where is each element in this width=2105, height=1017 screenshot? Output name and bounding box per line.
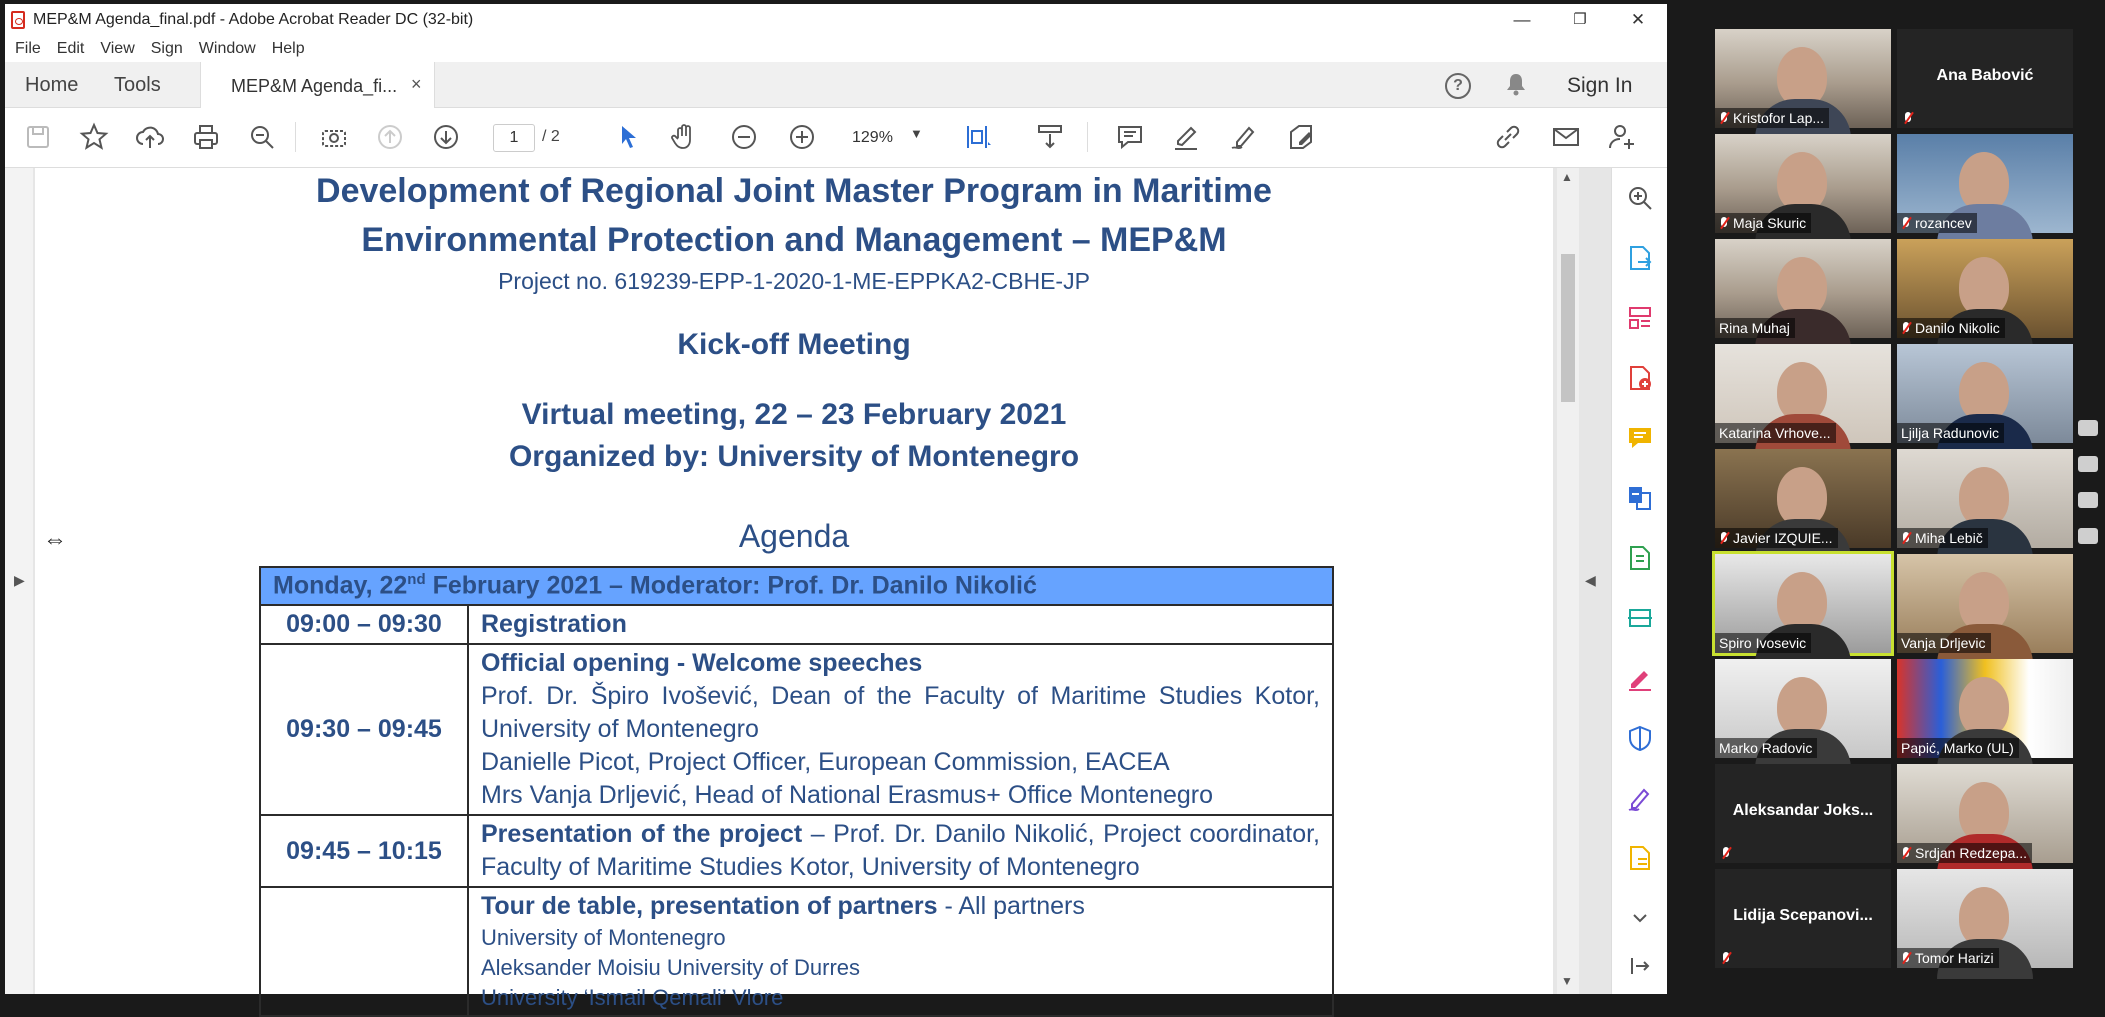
participant-name: Tomor Harizi xyxy=(1915,950,1994,966)
restore-button[interactable]: ❐ xyxy=(1573,11,1587,28)
participant-video xyxy=(1777,677,1827,737)
participant-name: Spiro Ivosevic xyxy=(1719,635,1807,651)
participant-name: Miha Lebič xyxy=(1915,530,1983,546)
meeting-title: Kick-off Meeting xyxy=(677,328,911,361)
scrollbar-thumb[interactable] xyxy=(1561,254,1575,402)
participant-tile[interactable] xyxy=(1715,134,1891,233)
title-bar xyxy=(5,4,1667,36)
participant-tile[interactable] xyxy=(1715,29,1891,128)
participant-name: Maja Skuric xyxy=(1733,215,1807,231)
participant-name: Javier IZQUIE... xyxy=(1733,530,1833,546)
more-tools-icon[interactable] xyxy=(1626,844,1654,872)
comment-icon[interactable] xyxy=(1113,120,1147,154)
zoom-in-icon[interactable] xyxy=(785,120,819,154)
muted-mic-icon xyxy=(1719,217,1729,229)
time-cell: 09:30 – 09:45 xyxy=(260,644,468,815)
scan-ocr-icon[interactable] xyxy=(1626,604,1654,632)
participant-video xyxy=(1777,572,1827,632)
participant-name: Ljilja Radunovic xyxy=(1901,425,2000,441)
bookmark-star-icon[interactable] xyxy=(77,120,111,154)
main-toolbar xyxy=(5,108,1667,168)
search-tool-icon[interactable] xyxy=(1626,184,1654,212)
table-row xyxy=(260,605,1333,644)
participant-tile[interactable] xyxy=(1715,344,1891,443)
page-number-input[interactable]: 1 xyxy=(493,124,535,152)
participant-video xyxy=(1959,572,2009,632)
participant-tile[interactable] xyxy=(1897,239,2073,338)
participant-tile[interactable] xyxy=(1715,239,1891,338)
participant-name: Rina Muhaj xyxy=(1719,320,1790,336)
resize-cursor-icon: ⇔ xyxy=(43,526,67,553)
participant-video xyxy=(1959,467,2009,527)
close-window-button[interactable]: ✕ xyxy=(1630,10,1646,29)
left-panel-strip xyxy=(5,168,33,994)
fill-sign-icon[interactable] xyxy=(1285,120,1319,154)
minimize-button[interactable]: — xyxy=(1513,10,1531,29)
participant-tile[interactable] xyxy=(1715,869,1891,968)
muted-mic-icon xyxy=(1721,847,1731,859)
muted-mic-icon xyxy=(1721,952,1731,964)
doc-title-line1: Development of Regional Joint Master Program in Maritime xyxy=(316,172,1272,210)
participant-tile[interactable] xyxy=(1897,449,2073,548)
video-gallery xyxy=(1675,0,2105,1000)
next-page-icon[interactable] xyxy=(429,120,463,154)
tab-home[interactable]: Home xyxy=(25,74,79,96)
zoom-search-icon[interactable] xyxy=(245,120,279,154)
participant-tile[interactable] xyxy=(1897,344,2073,443)
video-icon[interactable] xyxy=(2078,456,2098,472)
participant-video xyxy=(1959,677,2009,737)
menu-sign[interactable]: Sign xyxy=(150,40,183,57)
menu-view[interactable]: View xyxy=(100,40,135,57)
collapse-right-panel-icon[interactable]: ◀ xyxy=(1585,572,1596,588)
menu-bar xyxy=(5,36,1667,62)
agenda-table xyxy=(259,566,1334,1017)
snapshot-camera-icon[interactable] xyxy=(317,120,351,154)
participant-tile[interactable] xyxy=(1897,869,2073,968)
participant-tile[interactable] xyxy=(1715,449,1891,548)
muted-mic-icon xyxy=(1901,952,1911,964)
participant-video xyxy=(1959,152,2009,212)
share-link-icon[interactable] xyxy=(1491,120,1525,154)
doc-title-line2: Environmental Protection and Management – MEP&M xyxy=(361,221,1227,259)
zoom-level-select[interactable]: 129% xyxy=(852,129,893,146)
tab-document[interactable] xyxy=(200,62,435,108)
participant-tile[interactable] xyxy=(1897,134,2073,233)
table-row xyxy=(260,644,1333,815)
document-area xyxy=(5,168,1611,1010)
session-cell: Registration xyxy=(468,605,1333,644)
participant-tile[interactable] xyxy=(1897,764,2073,863)
zoom-side-controls xyxy=(2078,420,2102,564)
camera-icon[interactable] xyxy=(2078,420,2098,436)
time-cell: 09:45 – 10:15 xyxy=(260,815,468,887)
participant-name: Lidija Scepanovi... xyxy=(1733,907,1873,924)
participant-tile[interactable] xyxy=(1715,659,1891,758)
hand-tool-icon[interactable] xyxy=(667,120,701,154)
vertical-scrollbar[interactable] xyxy=(1557,168,1579,994)
muted-mic-icon xyxy=(1903,112,1913,124)
project-number: Project no. 619239-EPP-1-2020-1-ME-EPPKA2-CBHE-JP xyxy=(498,268,1090,294)
meeting-dates: Virtual meeting, 22 – 23 February 2021 xyxy=(521,398,1067,431)
combine-files-icon[interactable] xyxy=(1626,484,1654,512)
participant-name: Aleksandar Joks... xyxy=(1732,802,1874,819)
organize-pages-icon[interactable] xyxy=(1626,304,1654,332)
fit-page-icon[interactable] xyxy=(960,120,994,154)
close-tab-icon[interactable]: × xyxy=(411,74,422,94)
participant-video xyxy=(1777,467,1827,527)
toolbar-separator xyxy=(295,122,296,152)
muted-mic-icon xyxy=(1719,532,1729,544)
session-cell: Official opening - Welcome speeches Prof. Dr. Špiro Ivošević, Dean of the Faculty of Maritime Studies Kotor, University of Montenegro Danielle Picot, Project Officer, European Commission, EACEA Mrs Vanja Drljević, Head of National Erasmus+ Office Montenegro xyxy=(468,644,1333,815)
agenda-heading: Agenda xyxy=(738,518,850,554)
menu-file[interactable]: File xyxy=(15,40,41,57)
save-icon[interactable] xyxy=(21,120,55,154)
meeting-organizer: Organized by: University of Montenegro xyxy=(508,440,1080,473)
time-cell: 09:00 – 09:30 xyxy=(260,605,468,644)
request-signature-icon[interactable] xyxy=(1626,784,1654,812)
muted-mic-icon xyxy=(1901,847,1911,859)
toolbar-separator xyxy=(1087,122,1088,152)
protect-shield-icon[interactable] xyxy=(1626,724,1654,752)
participant-name: Srdjan Redzepa... xyxy=(1915,845,2028,861)
muted-mic-icon xyxy=(1719,112,1729,124)
highlight-pen-icon[interactable] xyxy=(1169,120,1203,154)
pdf-page xyxy=(35,168,1553,1010)
muted-mic-icon xyxy=(1901,217,1911,229)
session-cell: Tour de table, presentation of partners - All partners University of Montenegro Aleksander Moisiu University of Durres University ‘Ismail Qemali’ Vlore xyxy=(468,887,1333,1016)
muted-mic-icon xyxy=(1901,532,1911,544)
scroll-down-icon[interactable]: ▼ xyxy=(1561,974,1573,988)
time-cell xyxy=(260,887,468,1016)
participant-name: Papić, Marko (UL) xyxy=(1901,740,2014,756)
muted-mic-icon xyxy=(1901,322,1911,334)
menu-help[interactable]: Help xyxy=(271,40,305,57)
window-title: MEP&M Agenda_final.pdf - Adobe Acrobat Reader DC (32-bit) xyxy=(33,11,474,28)
participant-video xyxy=(1777,257,1827,317)
session-cell: Presentation of the project – Prof. Dr. Danilo Nikolić, Project coordinator, Faculty of Maritime Studies Kotor, University of Montenegro xyxy=(468,815,1333,887)
participant-video xyxy=(1959,257,2009,317)
draw-sign-icon[interactable] xyxy=(1227,120,1261,154)
participant-tile[interactable] xyxy=(1897,554,2073,653)
participant-name: Vanja Drljevic xyxy=(1901,635,1986,651)
acrobat-window xyxy=(5,4,1667,1010)
participant-video xyxy=(1777,362,1827,422)
expand-left-panel-icon[interactable]: ▶ xyxy=(14,572,25,588)
upload-cloud-icon[interactable] xyxy=(133,120,167,154)
collapse-panel-icon[interactable] xyxy=(1626,952,1654,980)
gallery-icon[interactable] xyxy=(2078,492,2098,508)
tab-bar xyxy=(5,62,1667,108)
scroll-mode-icon[interactable] xyxy=(1033,120,1067,154)
participant-name: Ana Babović xyxy=(1936,67,2034,84)
participant-video xyxy=(1959,782,2009,842)
table-row xyxy=(260,815,1333,887)
help-icon[interactable]: ? xyxy=(1445,73,1471,99)
panel-scroll-down-icon[interactable] xyxy=(1626,904,1654,932)
participant-video xyxy=(1959,887,2009,947)
export-pdf-icon[interactable] xyxy=(1626,244,1654,272)
menu-window[interactable]: Window xyxy=(198,40,256,57)
participant-name: rozancev xyxy=(1915,215,1972,231)
tab-tools[interactable]: Tools xyxy=(114,74,161,96)
fill-sign-tool-icon[interactable] xyxy=(1626,664,1654,692)
menu-edit[interactable]: Edit xyxy=(56,40,85,57)
settings-gear-icon[interactable] xyxy=(2078,528,2098,544)
print-icon[interactable] xyxy=(189,120,223,154)
zoom-dropdown-caret-icon[interactable]: ▼ xyxy=(910,126,923,141)
participant-name: Katarina Vrhove... xyxy=(1719,425,1831,441)
scroll-up-icon[interactable]: ▲ xyxy=(1561,170,1573,184)
document-tab-label: MEP&M Agenda_fi... xyxy=(231,76,398,96)
participant-tile-active-speaker[interactable] xyxy=(1715,554,1891,653)
comment-tool-icon[interactable] xyxy=(1626,424,1654,452)
participant-video xyxy=(1777,152,1827,212)
participant-name: Danilo Nikolic xyxy=(1915,320,2000,336)
participant-video xyxy=(1959,362,2009,422)
day-header: Monday, 22nd February 2021 – Moderator: Prof. Dr. Danilo Nikolić xyxy=(260,567,1333,605)
sign-in-button[interactable]: Sign In xyxy=(1567,74,1633,97)
email-envelope-icon[interactable] xyxy=(1549,120,1583,154)
page-total: / 2 xyxy=(542,128,560,145)
notification-bell-icon[interactable] xyxy=(1505,72,1527,102)
day-header-row xyxy=(260,567,1333,605)
participant-name: Kristofor Lap... xyxy=(1733,110,1825,126)
right-tools-panel xyxy=(1611,168,1667,994)
zoom-out-icon[interactable] xyxy=(727,120,761,154)
participant-tile[interactable] xyxy=(1897,659,2073,758)
participant-tile[interactable] xyxy=(1715,764,1891,863)
participant-name: Marko Radovic xyxy=(1719,740,1813,756)
select-cursor-icon[interactable] xyxy=(611,120,645,154)
participant-tile[interactable] xyxy=(1897,29,2073,128)
previous-page-icon[interactable] xyxy=(373,120,407,154)
table-row xyxy=(260,887,1333,1016)
participant-video xyxy=(1777,47,1827,107)
create-pdf-icon[interactable] xyxy=(1626,364,1654,392)
compress-pdf-icon[interactable] xyxy=(1626,544,1654,572)
add-person-icon[interactable] xyxy=(1605,120,1639,154)
pdf-file-icon xyxy=(11,11,25,29)
